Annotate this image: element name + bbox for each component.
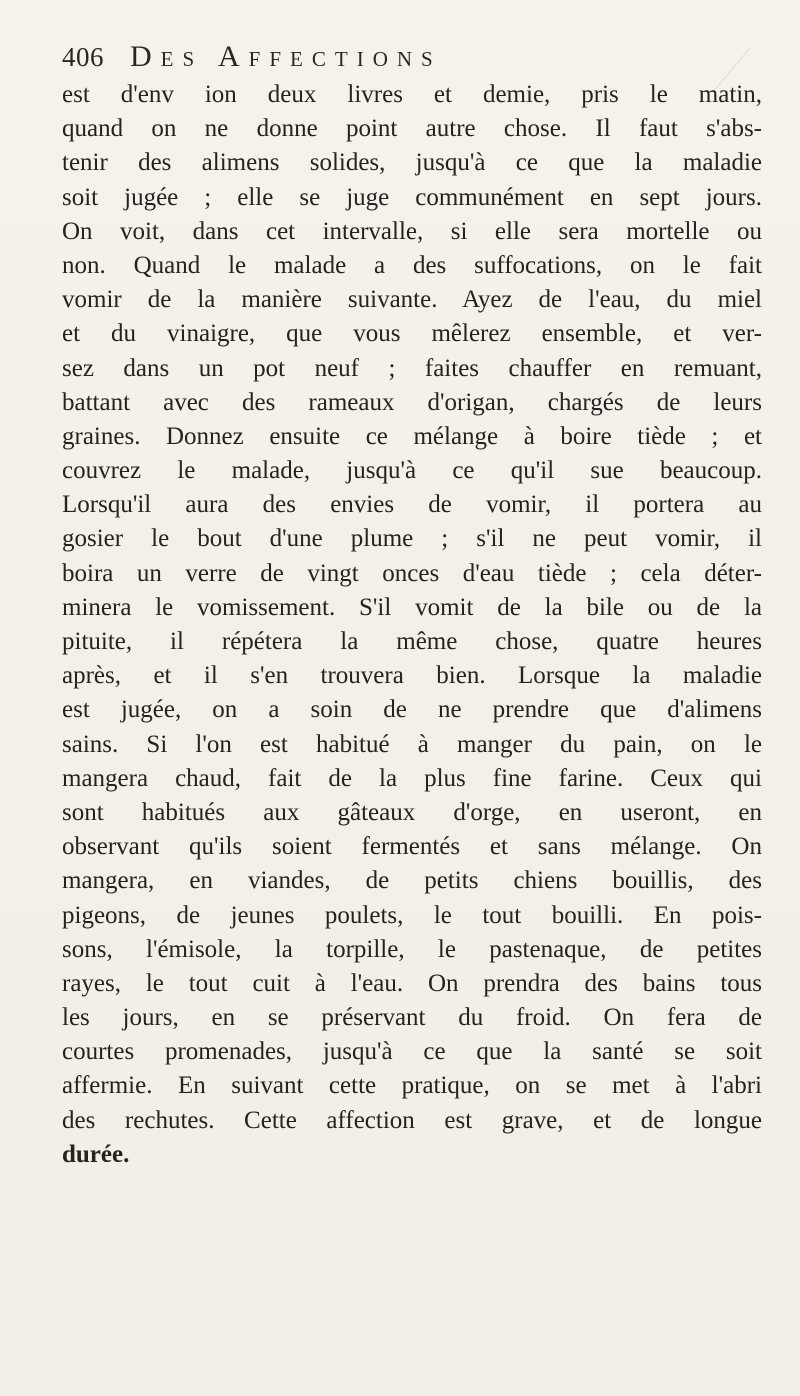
text-line: pituite, il répétera la même chose, quatre heures	[62, 628, 762, 655]
text-line: sains. Si l'on est habitué à manger du pain, on le	[62, 730, 762, 758]
text-line: durée.	[62, 1140, 130, 1168]
text-line: rayes, le tout cuit à l'eau. On prendra des bains tous	[62, 969, 762, 997]
text-line: tenir des alimens solides, jusqu'à ce que la maladie	[62, 149, 762, 177]
text-line: graines. Donnez ensuite ce mélange à boire tiède ; et	[62, 422, 762, 450]
text-line: gosier le bout d'une plume ; s'il ne peut vomir, il	[62, 525, 762, 553]
text-line: sont habitués aux gâteaux d'orge, en useront, en	[62, 798, 762, 826]
text-line: quand on ne donne point autre chose. Il faut s'abs-	[62, 115, 762, 143]
text-line: non. Quand le malade a des suffocations, on le fait	[62, 251, 762, 279]
text-line: et du vinaigre, que vous mêlerez ensemble, et ver-	[62, 320, 762, 348]
running-head	[62, 40, 762, 74]
text-line: Lorsqu'il aura des envies de vomir, il portera au	[62, 491, 762, 519]
text-line: sez dans un pot neuf ; faites chauffer en remuant,	[62, 354, 762, 382]
text-line: mangera, en viandes, de petits chiens bouillis, des	[62, 867, 762, 895]
text-line: On voit, dans cet intervalle, si elle sera mortelle ou	[62, 217, 762, 245]
text-line: des rechutes. Cette affection est grave, et de longue	[62, 1106, 762, 1134]
text-line: après, et il s'en trouvera bien. Lorsque la maladie	[62, 662, 762, 690]
text-line: pigeons, de jeunes poulets, le tout bouilli. En pois-	[62, 901, 762, 929]
running-title: Des Affections	[130, 40, 442, 73]
text-line: est jugée, on a soin de ne prendre que d'alimens	[62, 696, 762, 724]
text-line: boira un verre de vingt onces d'eau tiède ; cela déter-	[62, 559, 762, 587]
text-line: mangera chaud, fait de la plus fine farine. Ceux qui	[62, 764, 762, 792]
text-line: battant avec des rameaux d'origan, chargés de leurs	[62, 388, 762, 416]
body-text	[62, 78, 762, 1172]
text-line: couvrez le malade, jusqu'à ce qu'il sue beaucoup.	[62, 457, 762, 485]
text-line: les jours, en se préservant du froid. On fera de	[62, 1004, 762, 1032]
page-number: 406	[62, 42, 104, 72]
text-line: courtes promenades, jusqu'à ce que la santé se soit	[62, 1038, 762, 1066]
text-line: minera le vomissement. S'il vomit de la bile ou de la	[62, 593, 762, 621]
text-line: affermie. En suivant cette pratique, on se met à l'abri	[62, 1072, 762, 1100]
text-line: est d'env ion deux livres et demie, pris le matin,	[62, 81, 762, 108]
text-line: vomir de la manière suivante. Ayez de l'eau, du miel	[62, 286, 762, 314]
text-line: soit jugée ; elle se juge communément en sept jours.	[62, 183, 762, 211]
text-line: observant qu'ils soient fermentés et sans mélange. On	[62, 833, 762, 861]
text-line: sons, l'émisole, la torpille, le pastenaque, de petites	[62, 935, 762, 963]
